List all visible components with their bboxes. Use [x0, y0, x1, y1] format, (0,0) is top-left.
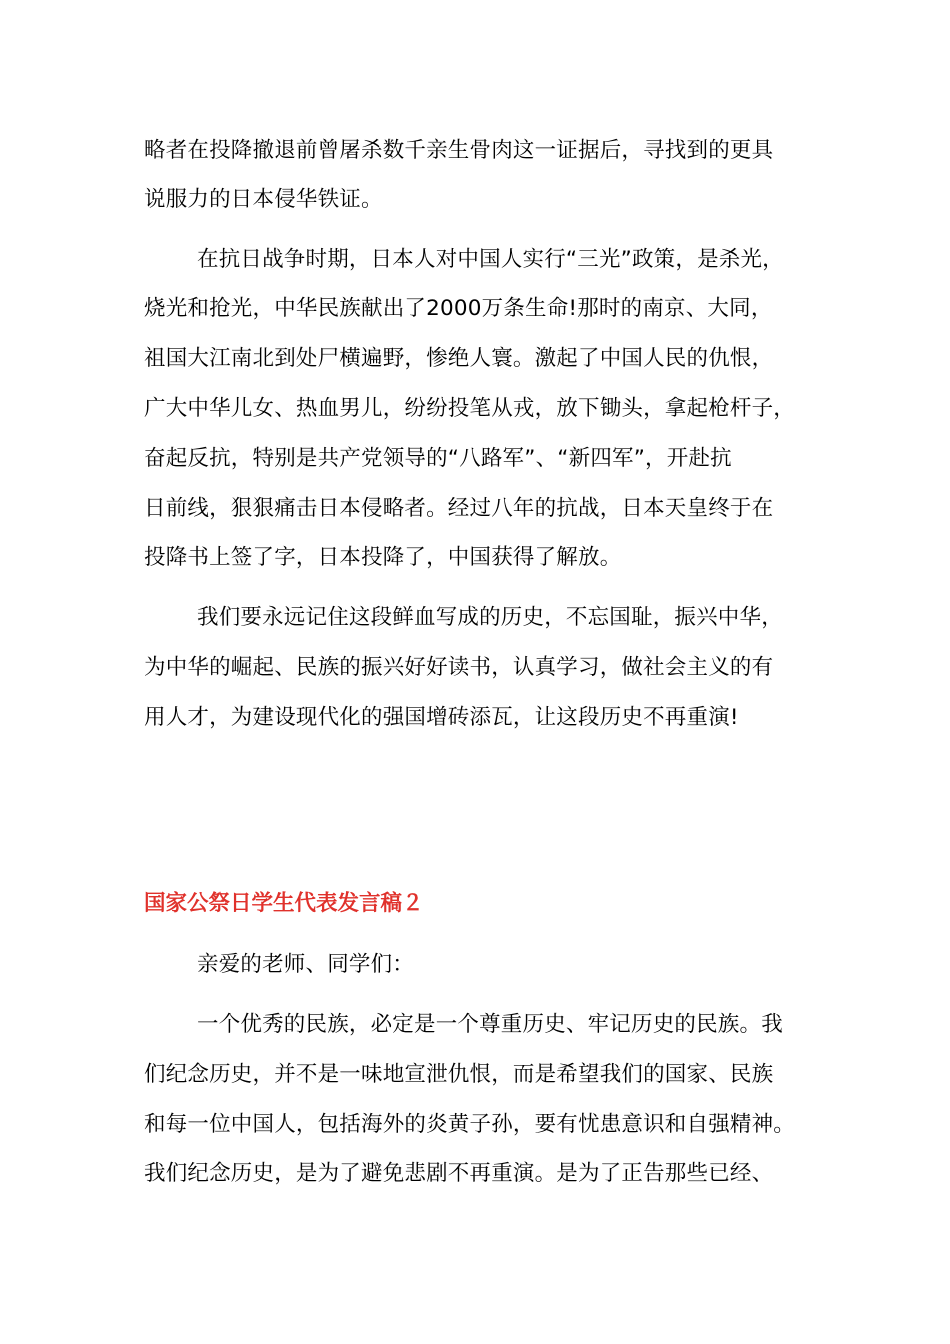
body-text-line: 略者在投降撤退前曾屠杀数千亲生骨肉这一证据后，寻找到的更具	[144, 138, 774, 163]
body-text-line: 日前线，狠狠痛击日本侵略者。经过八年的抗战，日本天皇终于在	[144, 496, 774, 521]
body-text-line: 和每一位中国人，包括海外的炎黄子孙，要有忧患意识和自强精神。	[144, 1112, 796, 1137]
body-text-line: 说服力的日本侵华铁证。	[144, 187, 383, 212]
body-text-line: 在抗日战争时期，日本人对中国人实行“三光”政策，是杀光，	[197, 247, 784, 272]
body-text-line: 烧光和抢光，中华民族献出了2000万条生命!那时的南京、大同，	[144, 296, 773, 321]
body-text-line: 为中华的崛起、民族的振兴好好读书，认真学习，做社会主义的有	[144, 655, 774, 680]
body-text-line: 用人才，为建设现代化的强国增砖添瓦，让这段历史不再重演!	[144, 705, 739, 730]
body-text-line: 广大中华儿女、热血男儿，纷纷投笔从戎，放下锄头，拿起枪杆子，	[144, 396, 796, 421]
body-text-line: 我们要永远记住这段鲜血写成的历史，不忘国耻，振兴中华，	[197, 605, 783, 630]
body-text-line: 投降书上签了字，日本投降了，中国获得了解放。	[144, 545, 622, 570]
greeting-line: 亲爱的老师、同学们：	[197, 952, 415, 977]
body-text-line: 我们纪念历史，是为了避免悲剧不再重演。是为了正告那些已经、	[144, 1161, 774, 1186]
body-text-line: 祖国大江南北到处尸横遍野，惨绝人寰。激起了中国人民的仇恨，	[144, 346, 774, 371]
body-text-line: 们纪念历史，并不是一味地宣泄仇恨，而是希望我们的国家、民族	[144, 1062, 774, 1087]
section-title: 国家公祭日学生代表发言稿２	[144, 891, 424, 916]
body-text-line: 奋起反抗，特别是共产党领导的“八路军”、“新四军”，开赴抗	[144, 446, 732, 471]
body-text-line: 一个优秀的民族，必定是一个尊重历史、牢记历史的民族。我	[197, 1012, 783, 1037]
